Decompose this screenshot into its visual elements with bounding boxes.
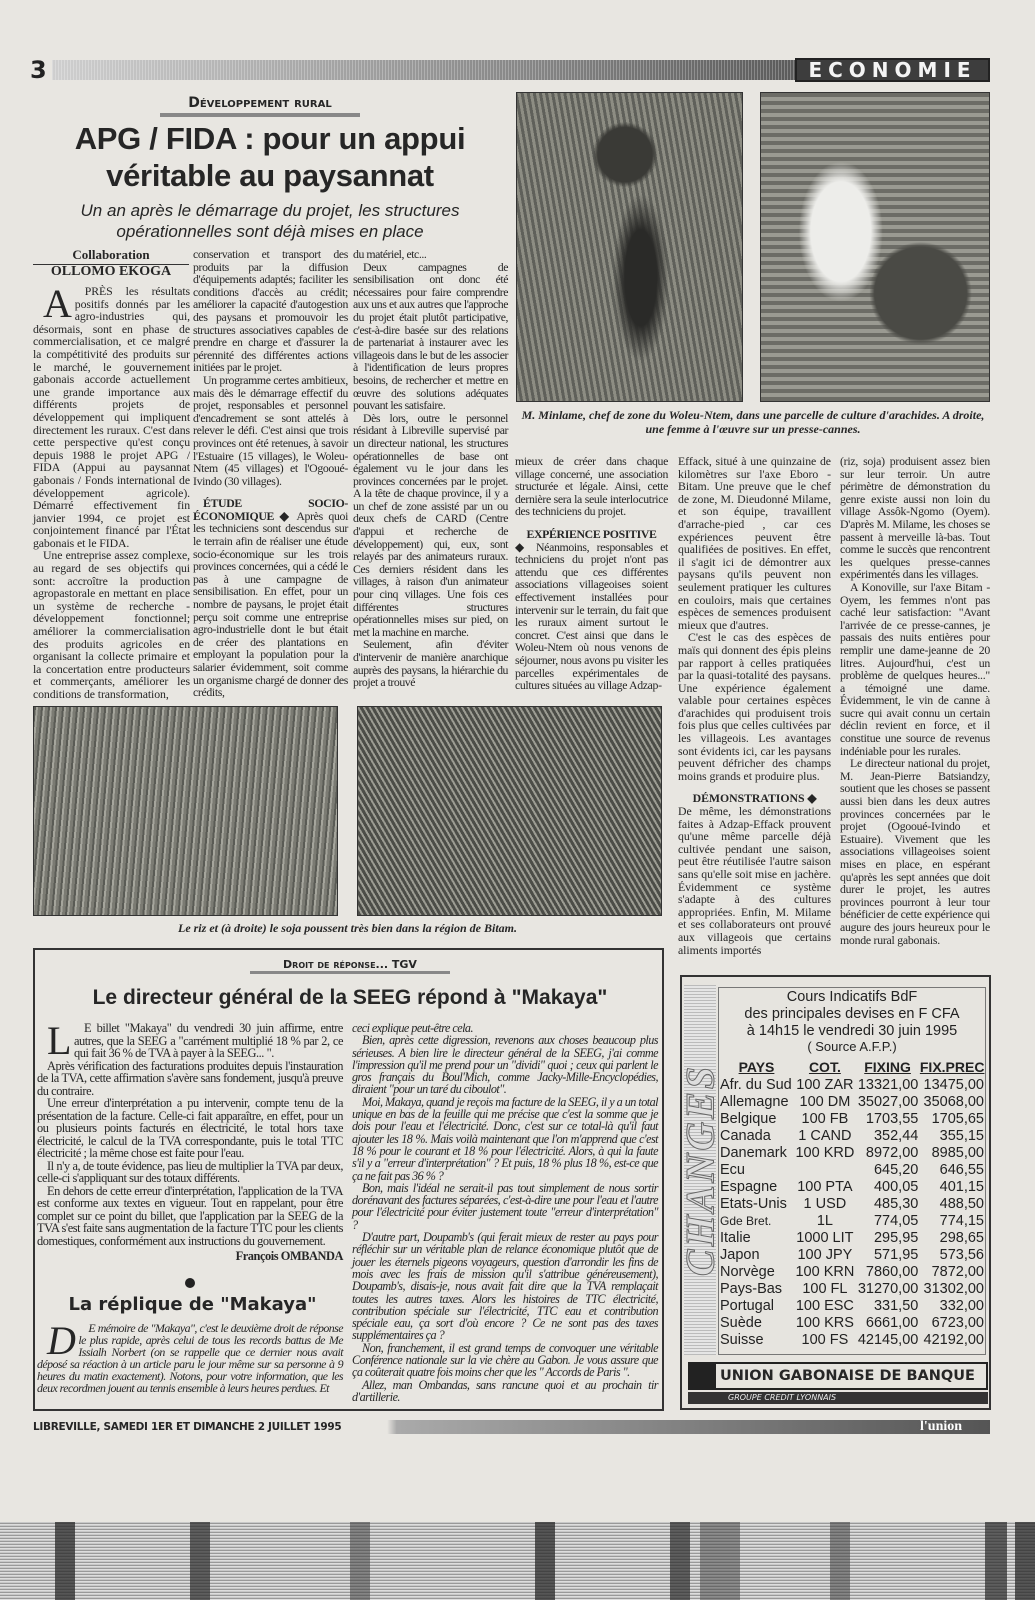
table-row — [719, 1128, 985, 1145]
previous-fixing-cell: 298,65 — [939, 1230, 984, 1246]
article-deck: Un an après le démarrage du projet, les structures opérationnelles sont déjà mises en place — [80, 201, 460, 241]
fixing-cell: 485,30 — [873, 1196, 919, 1212]
fixing-cell: 571,95 — [873, 1247, 919, 1263]
photo-riz — [33, 706, 338, 916]
byline-author: OLLOMO EKOGA — [50, 264, 172, 279]
country-cell: Espagne — [720, 1179, 778, 1195]
scan-band — [985, 1522, 1007, 1600]
bank-group: GROUPE CREDIT LYONNAIS — [688, 1392, 988, 1404]
paragraph-text: Deux campagnes de sensibilisation ont donc été nécessaires pour faire comprendre aux uns et aux autres que l'approche du projet était plutôt participative, c'est-à-dire basée sur des relations de partenariat à instaurer avec les villageois dans le but de les associer à l'identification de leurs propres besoins, de rechercher et mettre en œuvre des solutions adéquates pouvant les satisfaire. — [353, 259, 508, 413]
table-row — [719, 1179, 985, 1196]
country-cell: Suède — [720, 1315, 762, 1331]
article-column-5 — [678, 455, 831, 956]
paragraph — [193, 248, 348, 374]
quote-unit-cell: 100 PTA — [797, 1179, 853, 1195]
reply-kicker: Droit de réponse... TGV — [250, 958, 450, 974]
paragraph-text: conservation et transport des produits par la diffusion d'équipements adaptés; faciliter les conditions d'accès au crédit; améliorer la capacité d'autogestion des paysans et promouvoir les structures associatives capables de prendre en charge et d'assurer la pérennité des différentes actions initiées par le projet. — [193, 247, 348, 375]
previous-fixing-cell: 573,56 — [939, 1247, 984, 1263]
country-cell: Afr. du Sud — [720, 1077, 792, 1093]
paragraph — [37, 1185, 343, 1248]
paragraph — [193, 497, 348, 699]
paragraph — [37, 1318, 343, 1395]
paragraph — [193, 374, 348, 487]
replique-text — [37, 1318, 343, 1395]
paragraph — [37, 1097, 343, 1160]
table-row — [719, 1094, 985, 1111]
paragraph-text: Il n'y a, de toute évidence, pas lieu de multiplier la TVA par deux, celle-ci s'appliquant sur des totaux différents. — [37, 1158, 343, 1185]
paragraph — [840, 581, 990, 757]
fixing-cell: 774,05 — [873, 1213, 919, 1229]
fixing-cell: 35027,00 — [857, 1094, 919, 1110]
paragraph-text: Non, franchement, il est grand temps de convoquer une véritable Conférence nationale sur la vie chère au Gabon. Je vous assure que ça coûterait quatre fois moins cher que les " Accords de Paris ". — [352, 1340, 658, 1380]
subheading: ÉTUDE SOCIO-ÉCONOMIQUE ◆ — [193, 496, 348, 523]
quote-unit-cell: 1L — [816, 1213, 833, 1229]
quote-unit-cell — [794, 1162, 856, 1179]
reply-left-column — [37, 1018, 343, 1263]
paragraph — [840, 757, 990, 946]
quote-unit-cell: 100 DM — [799, 1094, 851, 1110]
previous-fixing-cell: 31302,00 — [923, 1281, 984, 1297]
paragraph — [33, 549, 190, 700]
paragraph — [515, 455, 668, 518]
paragraph — [352, 1342, 658, 1379]
paragraph-text: Bien, après cette digression, revenons aux choses beaucoup plus sérieuses. A bien lire le directeur général de la SEEG, j'ai comme l'impression qu'il me prend pour un "dividi" quoi ; ceux qui parlent le gros français du Boul'Mich, comme Jacky-Mille-Encyclopédies, diraient "pour un taré du ciboulot". — [352, 1033, 658, 1097]
table-row — [719, 1196, 985, 1213]
paragraph-text: Un programme certes ambitieux, mais dès le démarrage effectif du projet, responsables et personnel d'encadrement se sont attelés à relever le défi. C'est ainsi que trois provinces ont été retenues, à savoir l'Estuaire (15 villages), le Woleu-Ntem (45 villages) et l'Ogooué-Ivindo (30 villages). — [193, 372, 348, 488]
country-cell: Portugal — [720, 1298, 775, 1314]
country-cell: Allemagne — [720, 1094, 789, 1110]
quote-unit-cell: 100 KRS — [795, 1315, 854, 1331]
paragraph-text: Le directeur national du projet, M. Jean-Pierre Batsiandzy, soutient que les choses se passent aussi bien dans les deux autres provinces concernées par le projet (Ogooué-Ivindo et Estuaire). Vivement que les associations villageoises soient mises en place, en espérant qu'après les sept années que doit durer le projet, les autres provinces pourront à leur tour bénéficier de cette expérience qui augure des jours heureux pour le monde rural gabonais. — [840, 756, 991, 947]
photo-chef-de-zone — [516, 92, 743, 402]
paragraph — [678, 792, 831, 956]
previous-fixing-cell: 7872,00 — [931, 1264, 984, 1280]
table-row — [719, 1111, 985, 1128]
fixing-cell: 295,95 — [873, 1230, 919, 1246]
fixing-cell: 6661,00 — [865, 1315, 919, 1331]
table-row — [719, 1264, 985, 1281]
paragraph-text: LE billet "Makaya" du vendredi 30 juin affirme, entre autres, que la SEEG a "carrément multiplié 18 % par 2, ce qui fait 36 % de TVA à payer à la SEEG... ". — [47, 1018, 343, 1063]
paragraph-text: Effack, situé à une quinzaine de kilomètres sur l'axe Eboro - Bitam. Une preuve que le chef de zone, M. Dieudonné Milame, et son équipe, travaillent d'arrache-pied , car ces expériences peuvent être qualifiées de positives. En effet, il s'agit ici de démontrer aux paysans qu'ils peuvent non seulement pratiquer les cultures en couloirs, mais que certaines espèces de semences produisent mieux que d'autres. — [678, 454, 831, 632]
article-column-2 — [193, 248, 348, 699]
paragraph-text: Allez, man Ombandas, sans rancune quoi et au prochain tir d'artillerie. — [352, 1377, 658, 1404]
country-cell: Danemark — [720, 1145, 787, 1161]
article-column-3 — [353, 248, 508, 689]
previous-fixing-cell: 6723,00 — [931, 1315, 984, 1331]
paragraph — [37, 1060, 343, 1098]
paragraph-text: DE mémoire de "Makaya", c'est le deuxième droit de réponse le plus rapide, après celui de tous les records battus de Me Issialh Norbert (on se rappelle que ce dernier nous avait déposé sa réaction à un article paru le jour même sur sa personne à 9 heures du matin exactement). Notons, pour votre information, que les deux recordmen jouent au tennis ensemble à leurs heures perdues. Et — [37, 1318, 343, 1395]
table-row — [719, 1077, 985, 1094]
article-kicker: Développement rural — [160, 95, 360, 117]
bank-name: UNION GABONAISE DE BANQUE — [720, 1368, 975, 1384]
paragraph-text: Seulement, afin d'éviter d'intervenir de manière anarchique auprès des paysans, la hiérarchie du projet a trouvé — [353, 637, 508, 690]
changes-vertical-title: CHANGES — [684, 985, 716, 1355]
rates-source: ( Source A.F.P.) — [807, 1039, 897, 1054]
col-header-fixprec: FIX.PREC — [919, 1059, 985, 1075]
paragraph — [353, 412, 508, 639]
paragraph — [353, 261, 508, 412]
section-label: ECONOMIE — [795, 58, 990, 82]
previous-fixing-cell: 488,50 — [939, 1196, 984, 1212]
article-column-1 — [33, 281, 190, 701]
country-cell: Japon — [720, 1247, 760, 1263]
quote-unit-cell: 100 ZAR — [796, 1077, 854, 1093]
bullet-separator — [185, 1278, 195, 1288]
rates-title-1: Cours Indicatifs BdF — [786, 989, 918, 1005]
exchange-rates-panel — [718, 987, 986, 1355]
bank-logo — [688, 1362, 988, 1390]
paragraph — [33, 281, 190, 550]
country-cell: Etats-Unis — [720, 1196, 787, 1212]
paragraph-text: Après vérification des facturations produites depuis l'instauration de la TVA, cette affirmation s'avère sans fondement, jusqu'à preuve du contraire. — [37, 1058, 343, 1098]
previous-fixing-cell: 646,55 — [939, 1162, 984, 1178]
quote-unit-cell: 100 FL — [802, 1281, 848, 1297]
paragraph-text: A Konoville, sur l'axe Bitam - Oyem, les femmes n'ont pas caché leur satisfaction: "Avant l'arrivée de ce presse-cannes, je passais des nuits entières pour remplir une dame-jeanne de 20 litres. Aujourd'hui, c'est un problème de quelques heures..." a témoigné une dame. Évidemment, le vin de canne à sucre qui avait connu un certain déclin revient en force, et il constitue une source de revenus indéniable pour les rurales. — [840, 579, 990, 758]
paragraph-text: De même, les démonstrations faites à Adzap-Effack prouvent qu'une même parcelle déjà cultivée pendant une saison, peut être réutilisée l'autre saison sans qu'elle soit mise en jachère. Évidemment ce système s'adapte à des cultures appropriées. Enfin, M. Milame et ses collaborateurs ont prouvé aux villageois que certains aliments importés — [678, 804, 831, 957]
paragraph — [352, 1231, 658, 1342]
paragraph-text: Une erreur d'interprétation a pu intervenir, compte tenu de la présentation de la facture. Celle-ci fait apparaître, en effet, pour un ou plusieurs points facturés en électricité, le total hors taxe électricité, le calcul de la TVA correspondante, puis le total TTC électricité ; la même chose est faite pour l'eau. — [37, 1096, 343, 1160]
col-header-fixing: FIXING — [864, 1059, 911, 1075]
country-cell: Norvège — [720, 1264, 775, 1280]
paragraph — [353, 638, 508, 688]
previous-fixing-cell: 332,00 — [939, 1298, 984, 1314]
photo-caption-bottom: Le riz et (à droite) le soja poussent très bien dans la région de Bitam. — [177, 921, 517, 935]
paragraph-text: François OMBANDA — [235, 1249, 343, 1263]
paragraph — [37, 1160, 343, 1185]
paragraph-text: C'est le cas des espèces de maïs qui donnent des épis pleins par rapport à celles pratiquées par la quasi-totalité des paysans. Une expérience également valable pour certaines espèces d'arachides qui produisent trois fois plus que celles cultivées par les villageois. Les avantages sont évidents ici, car les paysans peuvent défricher des champs moins grands et produire plus. — [678, 630, 831, 783]
paragraph-text: mieux de créer dans chaque village concerné, une association structurée et légale. Ainsi, cette dernière sera la seule interlocutrice des techniciens du projet. — [515, 454, 668, 519]
subheading: EXPÉRIENCE POSITIVE — [526, 526, 657, 541]
paragraph — [352, 1379, 658, 1404]
paragraph-text: En dehors de cette erreur d'interprétation, l'application de la TVA est conforme aux textes en vigueur. Tout en rappelant, pour être complet sur ce point du billet, que l'application par la SEEG de la TVA s'est faite sans augmentation de la facture TTC pour les clients domestiques, conformément aux instructions du gouvernement. — [37, 1183, 343, 1248]
country-cell: Canada — [720, 1128, 771, 1144]
paragraph — [840, 455, 990, 581]
fixing-cell: 13321,00 — [857, 1077, 919, 1093]
article-headline: APG / FIDA : pour un appui véritable au paysannat — [74, 121, 466, 193]
table-row — [719, 1315, 985, 1332]
quote-unit-cell: 100 FS — [801, 1332, 849, 1348]
quote-unit-cell: 100 ESC — [795, 1298, 854, 1314]
photo-presse-cannes — [760, 92, 990, 402]
fixing-cell: 31270,00 — [857, 1281, 919, 1297]
scan-band — [700, 1522, 740, 1600]
table-row — [719, 1145, 985, 1162]
table-row — [719, 1230, 985, 1247]
newspaper-logo: l'union — [920, 1419, 963, 1434]
paragraph — [352, 1034, 658, 1095]
footer-dateline: LIBREVILLE, SAMEDI 1ER ET DIMANCHE 2 JUILLET 1995 — [33, 1421, 342, 1433]
previous-fixing-cell: 1705,65 — [931, 1111, 984, 1127]
country-cell: Ecu — [720, 1162, 745, 1178]
paragraph — [515, 528, 668, 692]
previous-fixing-cell: 8985,00 — [931, 1145, 984, 1161]
paragraph — [352, 1096, 658, 1182]
country-cell: Belgique — [720, 1111, 777, 1127]
bank-logo-mark — [690, 1364, 716, 1388]
quote-unit-cell: 100 FB — [801, 1111, 849, 1127]
subheading: DÉMONSTRATIONS ◆ — [692, 791, 817, 806]
quote-unit-cell: 100 JPY — [797, 1247, 853, 1263]
col-header-pays: PAYS — [738, 1059, 775, 1075]
fixing-cell: 8972,00 — [865, 1145, 919, 1161]
previous-fixing-cell: 13475,00 — [923, 1077, 984, 1093]
photo-soja — [357, 706, 662, 916]
paragraph-text: (riz, soja) produisent assez bien sur leur terroir. Un autre périmètre de démonstration du genre existe aussi non loin du village Assôk-Ngomo (Oyem). D'après M. Milame, les choses se passent à merveille là-bas. Tout comme le succès que rencontrent les quelques presse-cannes expérimentés dans les villages. — [840, 454, 990, 582]
previous-fixing-cell: 774,15 — [939, 1213, 984, 1229]
paragraph-text: du matériel, etc... — [353, 247, 427, 261]
paragraph-text: ◆ Néanmoins, responsables et techniciens du projet n'ont pas attendu que ces différentes associations villageoises soient effectivement installées pour intervenir sur le terrain, du fait que les ruraux aiment surtout le concret. C'est ainsi que dans le Woleu-Ntem où nous venons de séjourner, nous avons pu visiter les parcelles expérimentales de cultures situées au village Adzap- — [515, 539, 668, 693]
table-row — [719, 1162, 985, 1179]
paragraph-text: Une entreprise assez complexe, au regard de ses objectifs qui sont: accroître la production agropastorale en mettant en place un système de recherche - développement fonctionnel; améliorer la commercialisation des produits agricoles en organisant la collecte primaire et la concertation entre producteurs et commerçants, améliorer les conditions de transformation, — [33, 548, 190, 701]
fixing-cell: 7860,00 — [865, 1264, 919, 1280]
paragraph — [678, 455, 831, 631]
table-row — [719, 1247, 985, 1264]
quote-unit-cell: 1 USD — [803, 1196, 847, 1212]
header-bar — [52, 60, 802, 80]
previous-fixing-cell: 35068,00 — [923, 1094, 984, 1110]
previous-fixing-cell: 355,15 — [939, 1128, 984, 1144]
fixing-cell: 352,44 — [873, 1128, 919, 1144]
quote-unit-cell: 1 CAND — [798, 1128, 852, 1144]
paragraph-text: Bon, mais l'idéal ne serait-il pas tout simplement de nous sortir dorénavant des factures séparées, c'est-à-dire une pour l'eau et l'autre pour l'électricité pour éviter justement toute "erreur d'interprétation" ? — [352, 1180, 658, 1232]
scan-background — [0, 1522, 1035, 1600]
previous-fixing-cell: 401,15 — [939, 1179, 984, 1195]
fixing-cell: 645,20 — [873, 1162, 919, 1178]
paragraph — [37, 1018, 343, 1063]
table-row — [719, 1213, 985, 1230]
signature — [37, 1250, 343, 1263]
fixing-cell: 1703,55 — [865, 1111, 919, 1127]
reply-right-column — [352, 1022, 658, 1403]
country-cell: Italie — [720, 1230, 751, 1246]
paragraph-text: Après quoi les techniciens sont descendus sur le terrain afin de réaliser une étude socio-économique sur les trois provinces concernées, qui a cédé le pas à une campagne de sensibilisation. En effet, pour un nombre de paysans, le projet était perçu soit comme une entreprise agro-industrielle dont le but était de créer des plantations en employant la population pour la salarier évidemment, soit comme un organisme chargé de donner des crédits, — [193, 508, 349, 700]
fixing-cell: 331,50 — [873, 1298, 919, 1314]
paragraph-text: APRÈS les résultats positifs donnés par les agro-industries qui, désormais, sont en phase de commercialisation, et ce malgré la compétitivité des produits sur le marché, le gouvernement gabonais accorde actuellement une grande importance aux différents projets de développement qui impliquent directement les ruraux. C'est dans cette perspective qu'est conçu depuis 1988 le projet APG / FIDA (Appui au paysannat gabonais / Fonds international de développement agricole). Démarré effectivement fin janvier 1994, ce projet est conjointement financé par l'État gabonais et le FIDA. — [33, 281, 190, 550]
country-cell: Pays-Bas — [720, 1281, 783, 1297]
photo-caption-top: M. Minlame, chef de zone du Woleu-Ntem, dans une parcelle de culture d'arachides. A droite, une femme à l'œuvre sur un presse-cannes. — [521, 408, 985, 436]
previous-fixing-cell: 42192,00 — [923, 1332, 984, 1348]
table-row — [719, 1332, 985, 1349]
quote-unit-cell: 100 KRN — [795, 1264, 855, 1280]
rates-title-2: des principales devises en F CFA — [744, 1006, 960, 1022]
paragraph-text: Moi, Makaya, quand je reçois ma facture de la SEEG, il y a un total unique en bas de la feuille qui me précise que c'est la somme que je dois pour l'eau et l'électricité. Donc, c'est sur ce total-là qu'il faut ajouter les 18 %. Mais voilà maintenant que l'on m'apprend que c'est 18 % pour le courant et 18 % pour l'électricité. Alors, à qui la faute s'il y a "erreur d'interprétation" ? Et puis, 18 % plus 18 %, est-ce que ça ne fait pas 36 % ? — [352, 1094, 658, 1183]
exchange-rates-table — [719, 1058, 985, 1349]
country-cell: Suisse — [720, 1332, 764, 1348]
paragraph-text: D'autre part, Doupamb's (qui ferait mieux de rester au pays pour réfléchir sur un véritable plan de relance économique plutôt que de jouer les éternels pigeons voyageurs, question d'arrondir les fins de mois avec les frais de mission qu'il s'attribue généreusement), Doupamb's, disais-je, nous avait fait dire que la TVA remplaçait toutes les autres taxes. Alors les histoires de TTC électricité, contribution spéciale sur l'électricité, TTC eau et contribution spéciale eau, ça sort d'où encore ? Ce ne sont pas des taxes supplémentaires ça ? — [352, 1230, 658, 1343]
quote-unit-cell: 1000 LIT — [796, 1230, 854, 1246]
paragraph-text: ceci explique peut-être cela. — [352, 1021, 473, 1035]
reply-headline: Le directeur général de la SEEG répond à "Makaya" — [92, 986, 608, 1009]
quote-unit-cell: 100 KRD — [795, 1145, 855, 1161]
article-column-4 — [515, 455, 668, 692]
table-row — [719, 1298, 985, 1315]
byline-label: Collaboration — [33, 247, 189, 265]
paragraph — [352, 1182, 658, 1231]
fixing-cell: 400,05 — [873, 1179, 919, 1195]
replique-title: La réplique de "Makaya" — [68, 1294, 317, 1315]
rates-title-3: à 14h15 le vendredi 30 juin 1995 — [746, 1023, 958, 1039]
col-header-cot: COT. — [808, 1059, 841, 1075]
article-column-6 — [840, 455, 990, 946]
paragraph-text: Dès lors, outre le personnel résidant à Libreville supervisé par un directeur national, les structures opérationnelles de base ont également vu le jour dans les provinces concernées par le projet. A la tête de chaque province, il y a un chef de zone assisté par un ou deux chefs de CARD (Centre d'appui et recherche de développement) qui, eux, sont relayés par des animateurs ruraux. Ces derniers résident dans les villages, à raison d'un animateur pour cinq villages. Une fois ces différentes structures opérationnelles mises sur pied, on met la machine en marche. — [353, 410, 508, 639]
page-number: 3 — [30, 56, 47, 84]
fixing-cell: 42145,00 — [857, 1332, 919, 1348]
paragraph — [678, 631, 831, 782]
country-cell: Gde Bret. — [720, 1214, 772, 1228]
table-row — [719, 1281, 985, 1298]
